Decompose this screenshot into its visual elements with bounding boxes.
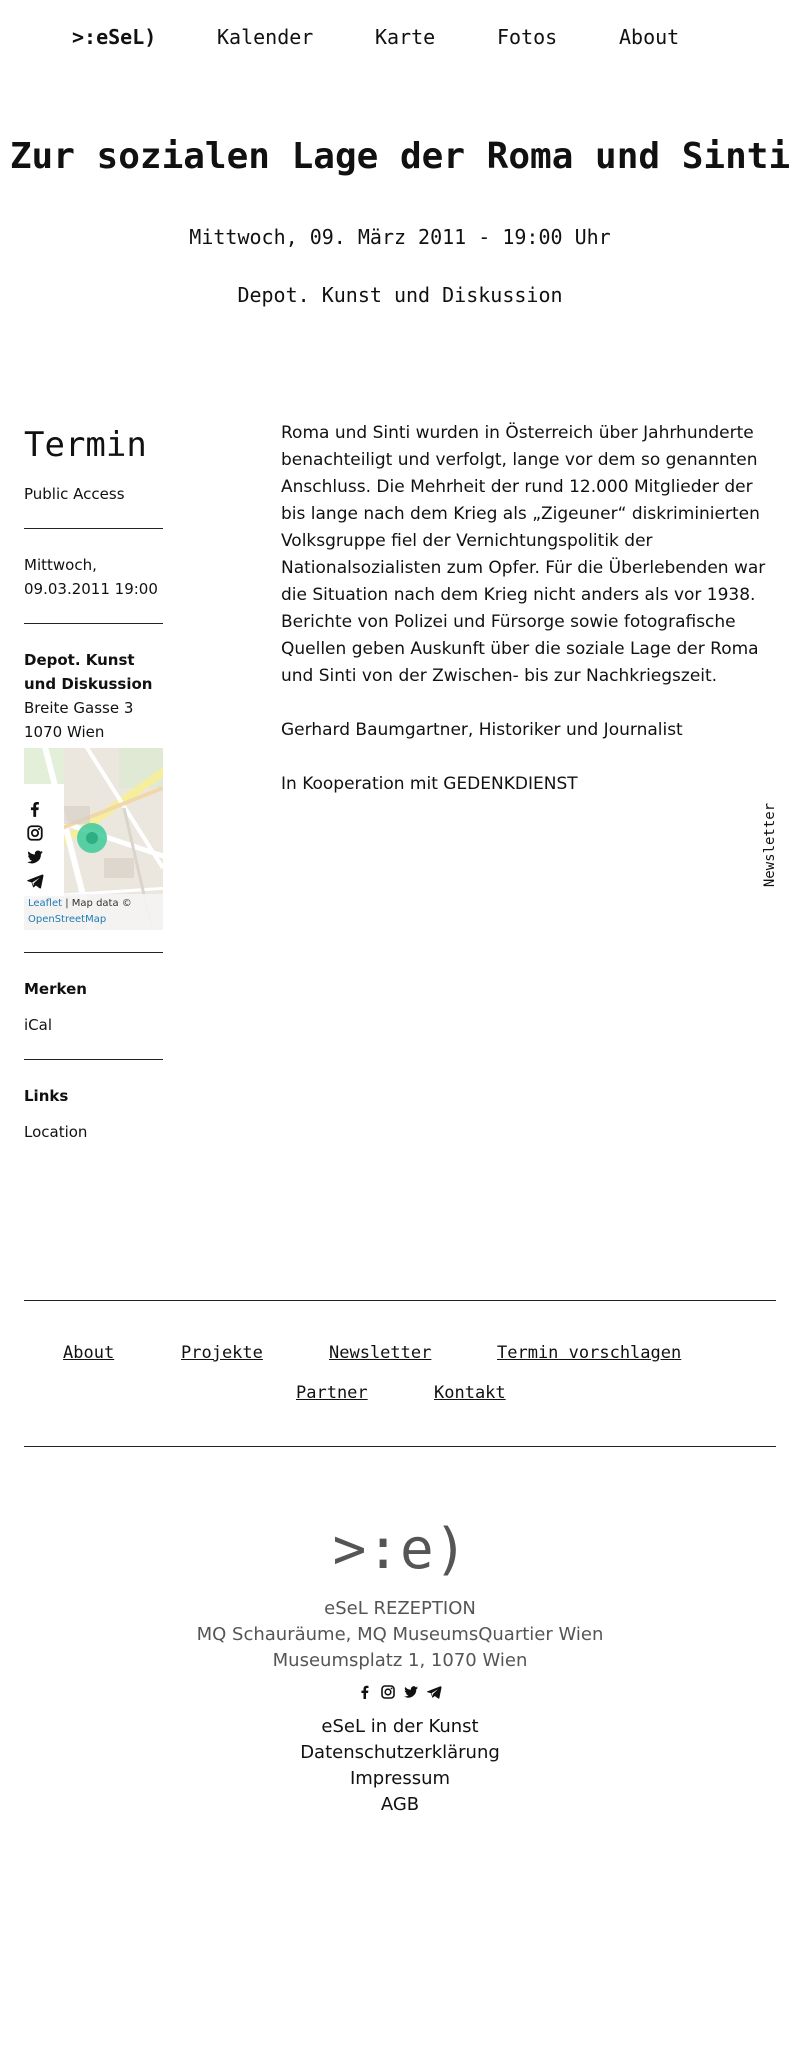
footer-links <box>0 1714 800 1818</box>
venue-name: Depot. Kunst und Diskussion <box>24 651 153 693</box>
newsletter-tab[interactable] <box>752 800 788 890</box>
footer-link-partner[interactable]: Partner <box>296 1383 368 1403</box>
osm-link[interactable]: OpenStreetMap <box>28 914 107 925</box>
location-link[interactable]: Location <box>24 1123 88 1141</box>
divider <box>24 528 163 529</box>
event-description <box>281 420 781 825</box>
event-datetime: Mittwoch, 09. März 2011 - 19:00 Uhr <box>189 225 611 249</box>
instagram-icon[interactable] <box>380 1684 396 1700</box>
access-label: Public Access <box>24 485 125 503</box>
divider <box>24 952 163 953</box>
instagram-icon[interactable] <box>26 824 44 842</box>
footer-link-esel-in-der-kunst[interactable]: eSeL in der Kunst <box>321 1716 479 1737</box>
divider <box>24 1059 163 1060</box>
top-nav <box>0 20 800 54</box>
speaker-paragraph: Gerhard Baumgartner, Historiker und Journalist <box>281 720 683 740</box>
footer-link-termin-vorschlagen[interactable]: Termin vorschlagen <box>497 1343 682 1363</box>
facebook-icon[interactable] <box>357 1684 373 1700</box>
nav-item-karte[interactable]: Karte <box>375 25 436 49</box>
nav-item-about[interactable]: About <box>619 25 680 49</box>
telegram-icon[interactable] <box>426 1684 442 1700</box>
attrib-separator: | Map data © <box>62 898 132 909</box>
twitter-icon[interactable] <box>26 848 44 866</box>
leaflet-link[interactable]: Leaflet <box>28 898 63 909</box>
event-title: Zur sozialen Lage der Roma und Sinti <box>9 136 791 177</box>
date-line-1: Mittwoch, <box>24 556 97 574</box>
footer-logo: >:e) <box>332 1517 468 1582</box>
footer-link-projekte[interactable]: Projekte <box>181 1343 263 1363</box>
footer-address <box>0 1596 800 1674</box>
footer-link-datenschutz[interactable]: Datenschutzerklärung <box>300 1742 500 1763</box>
social-share-bar <box>24 784 64 896</box>
merken-heading: Merken <box>24 980 87 998</box>
footer-org: eSeL REZEPTION <box>324 1598 476 1619</box>
map-attribution <box>24 894 163 930</box>
site-logo[interactable]: >:eSeL) <box>72 25 157 49</box>
footer-link-newsletter[interactable]: Newsletter <box>329 1343 432 1363</box>
event-info-sidebar <box>24 420 164 1144</box>
footer-link-impressum[interactable]: Impressum <box>349 1768 451 1789</box>
footer-address-line-1: MQ Schauräume, MQ MuseumsQuartier Wien <box>196 1624 604 1645</box>
footer-divider-bottom <box>24 1446 776 1447</box>
divider <box>24 623 163 624</box>
venue-street: Breite Gasse 3 <box>24 699 134 717</box>
facebook-icon[interactable] <box>26 800 44 818</box>
event-venue: Depot. Kunst und Diskussion <box>237 283 563 307</box>
description-paragraph: Roma und Sinti wurden in Österreich über Jahrhunderte benachteiligt und verfolgt, lange vor dem so genannten Anschluss. Die Mehrheit der rund 12.000 Mitglieder der bis lange nach dem Krieg als „Zigeuner“ diskriminierten Volksgruppe fiel der Vernichtungspolitik der Nationalsozialisten zum Opfer. Für die Überlebenden war die Situation nach dem Krieg nicht anders als vor 1938. Berichte von Polizei und Fürsorge sowie fotografische Quellen geben Auskunft über die soziale Lage der Roma und Sinti von der Zwischen- bis zur Nachkriegszeit. <box>281 423 766 686</box>
cooperation-paragraph: In Kooperation mit GEDENKDIENST <box>281 774 578 794</box>
footer-divider-top <box>24 1300 776 1301</box>
footer-link-about[interactable]: About <box>63 1343 115 1363</box>
footer-link-kontakt[interactable]: Kontakt <box>434 1383 506 1403</box>
nav-item-fotos[interactable]: Fotos <box>497 25 558 49</box>
nav-item-kalender[interactable]: Kalender <box>217 25 314 49</box>
ical-link[interactable]: iCal <box>24 1016 53 1034</box>
date-line-2: 09.03.2011 19:00 <box>24 580 158 598</box>
footer-link-agb[interactable]: AGB <box>380 1794 420 1815</box>
telegram-icon[interactable] <box>26 872 44 890</box>
termin-heading: Termin <box>24 425 147 465</box>
footer-address-line-2: Museumsplatz 1, 1070 Wien <box>272 1650 528 1671</box>
venue-city: 1070 Wien <box>24 723 105 741</box>
footer-social <box>357 1684 443 1704</box>
newsletter-tab-label: Newsletter <box>762 802 778 888</box>
links-heading: Links <box>24 1087 69 1105</box>
twitter-icon[interactable] <box>403 1684 419 1700</box>
